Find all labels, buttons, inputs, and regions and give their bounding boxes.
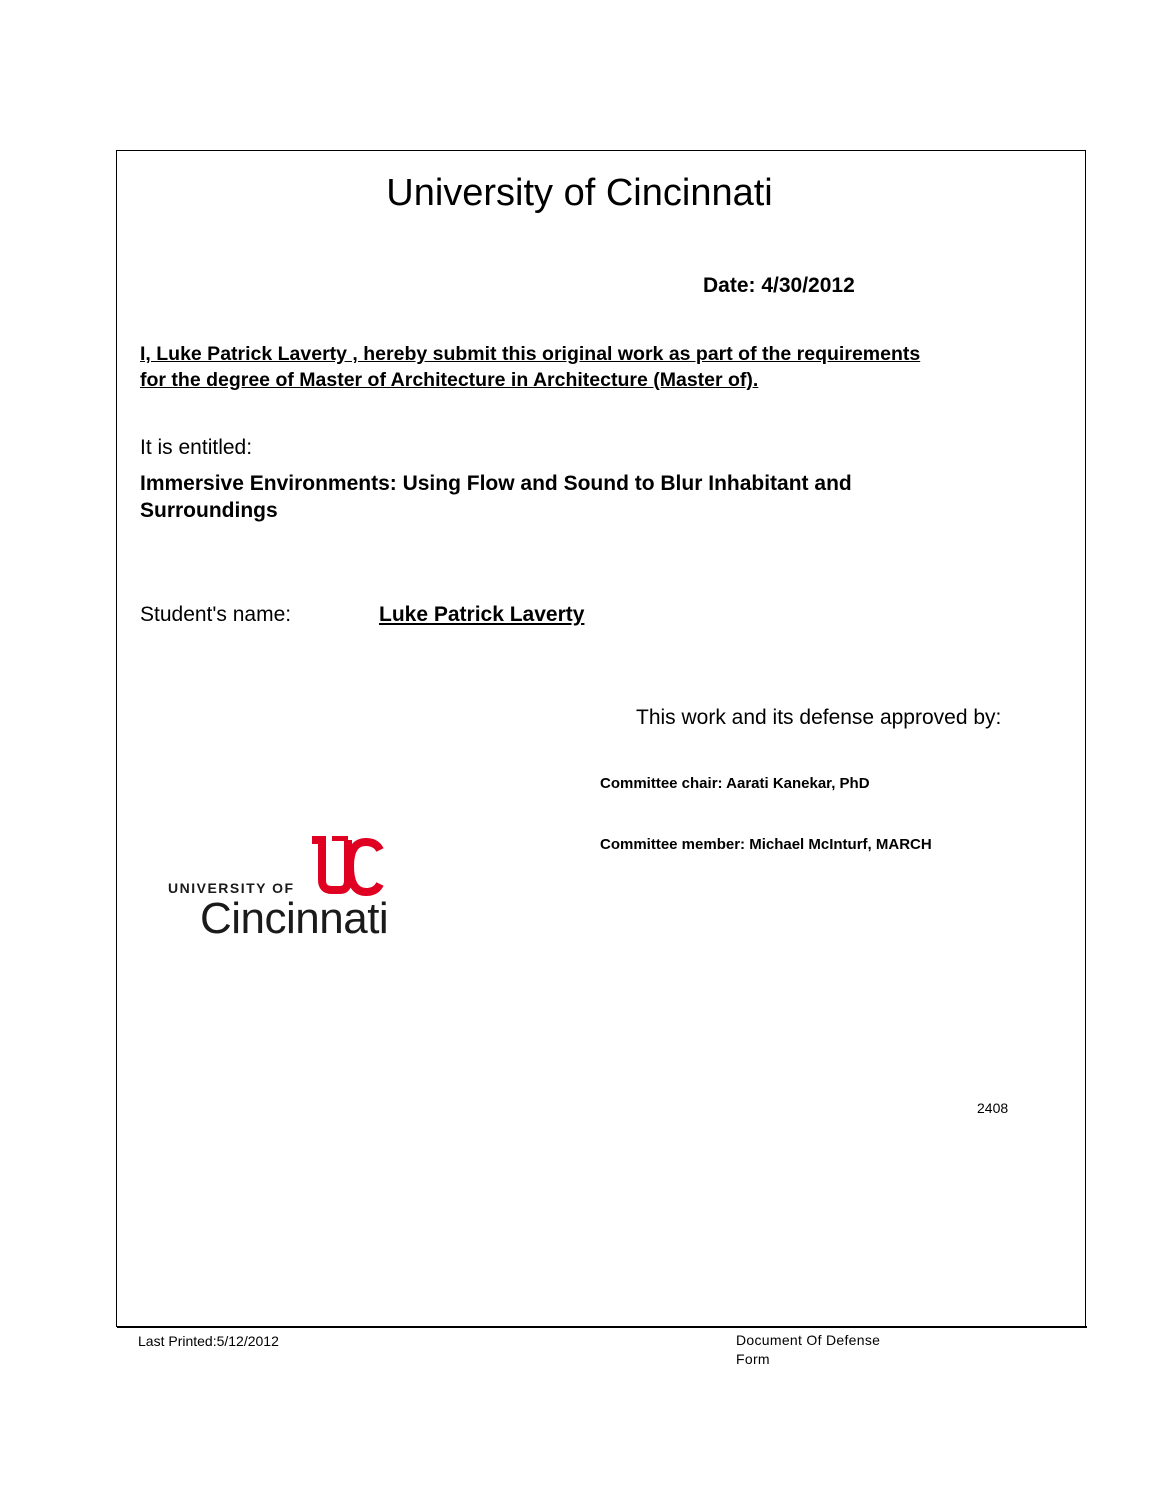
document-type-label: Document Of Defense Form: [736, 1332, 881, 1367]
logo-cincinnati-text: Cincinnati: [200, 894, 389, 943]
form-number: 2408: [977, 1100, 1009, 1116]
committee-chair: Committee chair: Aarati Kanekar, PhD: [600, 775, 870, 792]
date-text: Date: 4/30/2012: [703, 274, 855, 297]
last-printed: Last Printed:5/12/2012: [138, 1333, 279, 1349]
submission-statement-line-1: I, Luke Patrick Laverty , hereby submit this original work as part of the requirements: [140, 343, 921, 365]
university-logo: [166, 834, 416, 944]
entitled-label: It is entitled:: [140, 436, 253, 459]
university-title: University of Cincinnati: [386, 172, 773, 214]
committee-member: Committee member: Michael McInturf, MARCH: [600, 836, 932, 853]
logo-university-of-text: UNIVERSITY OF: [168, 880, 295, 896]
approval-statement: This work and its defense approved by:: [636, 706, 1002, 729]
student-name-label: Student's name:: [140, 603, 292, 626]
form-border: [116, 150, 1086, 1327]
thesis-title-line-1: Immersive Environments: Using Flow and Sound to Blur Inhabitant and: [140, 472, 852, 495]
submission-statement-line-2: for the degree of Master of Architecture in Architecture (Master of).: [140, 369, 759, 391]
thesis-title-line-2: Surroundings: [140, 499, 278, 522]
form-border-shadow: [117, 1326, 1087, 1328]
student-name: Luke Patrick Laverty: [379, 603, 585, 626]
uc-logo-mark-icon: [306, 834, 388, 900]
